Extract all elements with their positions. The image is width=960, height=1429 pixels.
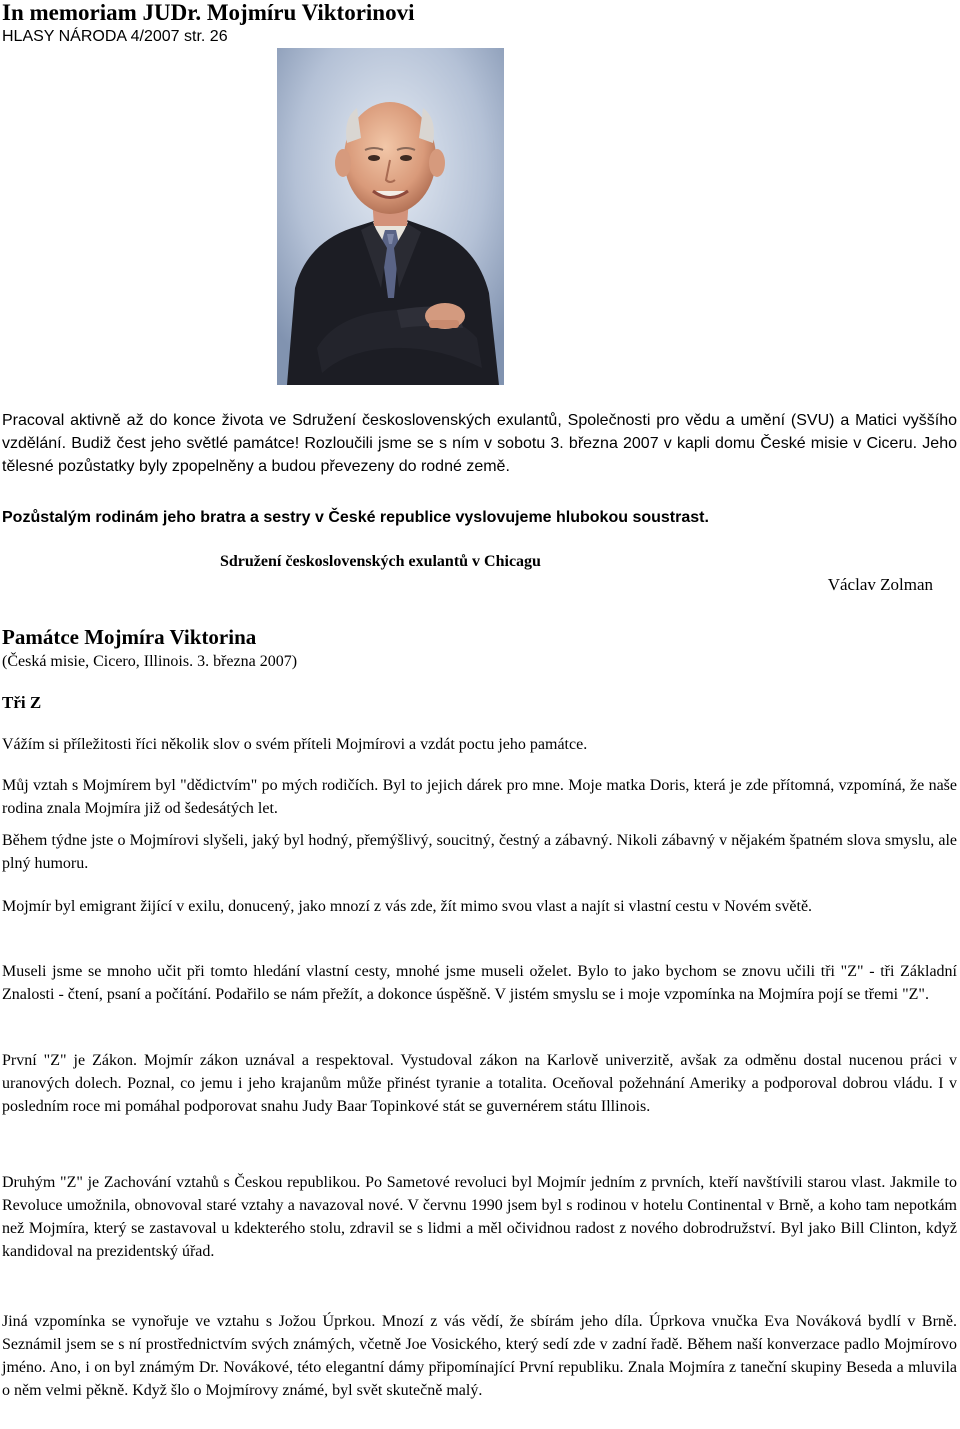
signer-name: Václav Zolman (827, 575, 933, 594)
tribute-paragraph: Jiná vzpomínka se vynořuje ve vztahu s Jožou Úprkou. Mnozí z vás vědí, že sbírám jeho díla. Úprkova vnučka Eva Nováková bydlí v Brně. Seznámil jsem se s ní prostřednictvím svých známých, včetně Joe Vosického, který sedí zde v zadní řadě. Během naší konverzace padlo Mojmírovo jméno. Ano, i on byl známým Dr. Novákové, této elegantní dámy připomínající První republiku. Znala Mojmíra z taneční skupiny Beseda a mluvila o něm velmi pěkně. Když šlo o Mojmírovy známé, byl svět skutečně malý. (2, 1313, 957, 1399)
portrait-illustration (277, 48, 504, 385)
tribute-paragraph: První "Z" je Zákon. Mojmír zákon uznával a respektoval. Vystudoval zákon na Karlově univerzitě, avšak za odměnu dostal nucenou práci v uranových dolech. Poznal, co jemu i jeho krajanům může přinést tyranie a totalita. Oceňoval požehnání Ameriky a podporoval dobrou vládu. I v posledním roce mi pomáhal podporovat snahu Judy Baar Topinkové stát se guvernérem státu Illinois. (2, 1052, 957, 1115)
tribute-paragraph: Můj vztah s Mojmírem byl "dědictvím" po mých rodičích. Byl to jejich dárek pro mne. Moje matka Doris, která je zde přítomná, vzpomíná, že naše rodina znala Mojmíra již od šedesátých let. (2, 777, 957, 817)
section-heading: Tři Z (2, 693, 42, 712)
organization-signature: Sdružení československých exulantů v Chicagu (220, 553, 541, 570)
tribute-paragraph: Druhým "Z" je Zachování vztahů s Českou republikou. Po Sametové revoluci byl Mojmír jedním z prvních, kteří navštívili starou vlast. Jakmile to Revoluce umožnila, obnovoval staré vztahy a navazoval nové. V červnu 1990 jsem byl s rodinou v hotelu Continental v Brně, a koho tam nepotkám než Mojmíra, který se zastavoval u kdekterého stolu, zdravil se s lidmi a měl očividnou radost z nového dobrodružství. Byl jako Bill Clinton, když kandidoval na prezidentský úřad. (2, 1174, 957, 1260)
portrait-photo (277, 48, 504, 385)
tribute-paragraph: Vážím si příležitosti říci několik slov o svém příteli Mojmírovi a vzdát poctu jeho památce. (2, 736, 588, 753)
tribute-paragraph: Mojmír byl emigrant žijící v exilu, donucený, jako mnozí z vás zde, žít mimo svou vlast a najít si vlastní cestu v Novém světě. (2, 898, 813, 915)
obituary-paragraph: Pracoval aktivně až do konce života ve Sdružení československých exulantů, Společnosti pro vědu a umění (SVU) a Matici vyššího vzdělání. Budiž čest jeho světlé památce! Rozloučili jsme se s ním v sobotu 3. března 2007 v kapli domu České misie v Ciceru. Jeho tělesné pozůstatky byly zpopelněny a budou převezeny do rodné země. (2, 412, 957, 475)
condolence-text: Pozůstalým rodinám jeho bratra a sestry v České republice vyslovujeme hlubokou soustrast. (2, 509, 709, 526)
tribute-subtitle: (Česká misie, Cicero, Illinois. 3. března 2007) (2, 653, 298, 670)
tribute-paragraph: Museli jsme se mnoho učit při tomto hledání vlastní cesty, mnohé jsme museli oželet. Bylo to jako bychom se znovu učili tři "Z" - tři Základní Znalosti - čtení, psaní a počítání. Podařilo se nám přežít, a dokonce úspěšně. V jistém smyslu se i moje vzpomínka na Mojmíra pojí se třemi "Z". (2, 963, 957, 1003)
source-citation: HLASY NÁRODA 4/2007 str. 26 (2, 28, 228, 45)
tribute-paragraph: Během týdne jste o Mojmírovi slyšeli, jaký byl hodný, přemýšlivý, soucitný, čestný a zábavný. Nikoli zábavný v nějakém špatném slova smyslu, ale plný humoru. (2, 832, 957, 872)
document-title: In memoriam JUDr. Mojmíru Viktorinovi (2, 0, 415, 25)
tribute-title: Památce Mojmíra Viktorina (2, 625, 257, 649)
